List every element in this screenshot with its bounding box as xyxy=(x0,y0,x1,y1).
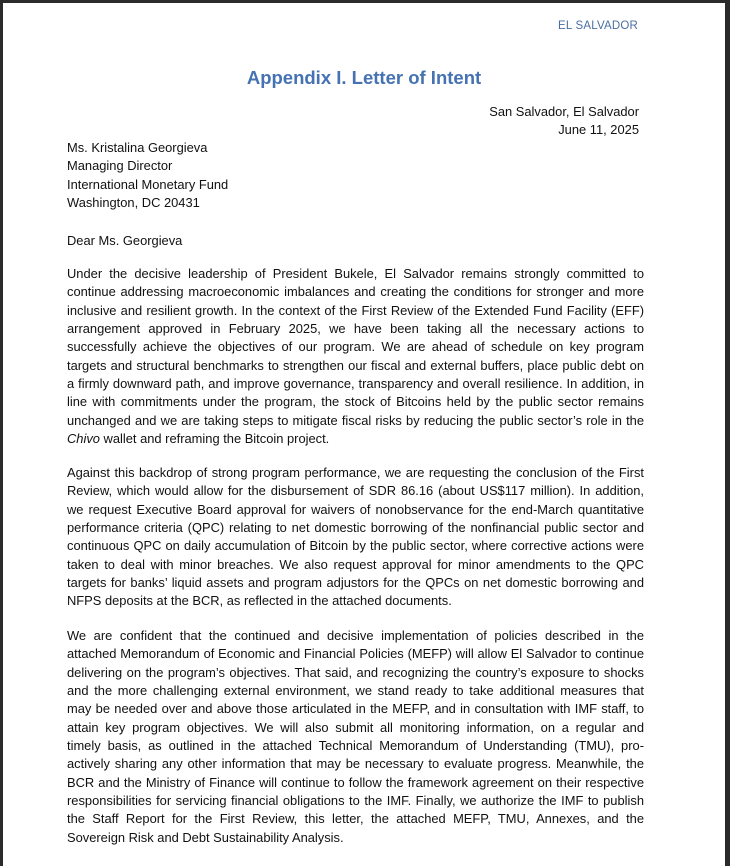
paragraph-line: attain key program objectives. We will also submit all monitoring information, on a regular and xyxy=(67,719,644,735)
paragraph-1 xyxy=(67,265,644,448)
paragraph-line: NFPS deposits at the BCR, as reflected in the attached documents. xyxy=(67,593,452,609)
paragraph-line: taken to deal with minor breaches. We also request approval for minor amendments to the QPC xyxy=(67,556,644,572)
paragraph-line: performance criteria (QPC) relating to net domestic borrowing of the nonfinancial public sector and xyxy=(67,520,644,536)
paragraph-line: Against this backdrop of strong program performance, we are requesting the conclusion of the First xyxy=(67,465,644,480)
paragraph-line: targets for banks’ liquid assets and program adjustors for the QPCs on net domestic borrowing and xyxy=(67,575,644,591)
paragraph-line: We are confident that the continued and decisive implementation of policies described in the xyxy=(67,628,644,643)
page-title: Appendix I. Letter of Intent xyxy=(246,67,482,88)
addressee-organization: International Monetary Fund xyxy=(67,176,229,192)
paragraph-2 xyxy=(67,464,644,611)
addressee-position: Managing Director xyxy=(67,158,173,174)
paragraph-line: and the more challenging external environment, we stand ready to take additional measures that xyxy=(67,683,644,699)
paragraph-3 xyxy=(67,627,644,847)
addressee-block xyxy=(67,139,228,212)
document-page xyxy=(3,3,725,866)
addressee-name: Ms. Kristalina Georgieva xyxy=(67,140,208,155)
paragraph-line: continue addressing macroeconomic imbalances and creating the conditions for stronger and more xyxy=(67,284,644,300)
paragraph-line: successfully achieve the objectives of our program. We are ahead of schedule on key program xyxy=(67,339,644,355)
paragraph-line: the Staff Report for the First Review, this letter, the attached MEFP, TMU, Annexes, and the xyxy=(67,811,644,827)
addressee-city: Washington, DC 20431 xyxy=(67,195,200,211)
paragraph-line: continuous QPC on daily accumulation of Bitcoin by the public sector, where corrective actions were xyxy=(67,538,644,554)
paragraph-line: may be needed over and above those articulated in the MEFP, and in consultation with IMF staff, to xyxy=(67,701,644,717)
paragraph-line: inclusive and resilient growth. In the context of the First Review of the Extended Fund Facility (EFF) xyxy=(67,302,644,318)
paragraph-line: timely basis, as outlined in the attached Technical Memorandum of Understanding (TMU), pro- xyxy=(67,738,644,754)
paragraph-line: Review, which would allow for the disbursement of SDR 86.16 (about US$117 million). In addition, xyxy=(67,483,644,499)
letter-place: San Salvador, El Salvador xyxy=(489,104,639,119)
place-date-block xyxy=(489,103,639,140)
salutation: Dear Ms. Georgieva xyxy=(67,233,183,248)
paragraph-line: actively sharing any other information that may be necessary to evaluate progress. Meanwhile, the xyxy=(67,756,644,772)
paragraph-line: delivering on the program’s objectives. That said, and recognizing the country’s exposure to shocks xyxy=(67,664,644,680)
paragraph-line: responsibilities for servicing financial obligations to the IMF. Finally, we authorize the IMF to publish xyxy=(67,793,644,809)
letter-date: June 11, 2025 xyxy=(558,122,639,138)
paragraph-last-line xyxy=(67,430,644,448)
paragraph-line: Under the decisive leadership of President Bukele, El Salvador remains strongly committed to xyxy=(67,266,644,281)
paragraph-line: arrangement approved in February 2025, we have been taking all the necessary actions to xyxy=(67,321,644,337)
paragraph-line: we request Executive Board approval for waivers of nonobservance for the end-March quantitative xyxy=(67,501,644,517)
chivo-italic: Chivo xyxy=(67,431,100,447)
paragraph-line: BCR and the Ministry of Finance will continue to follow the framework agreement on their respective xyxy=(67,774,644,790)
paragraph-line: attached Memorandum of Economic and Financial Policies (MEFP) will allow El Salvador to continue xyxy=(67,646,644,662)
paragraph-last-line-rest: wallet and reframing the Bitcoin project. xyxy=(99,431,330,447)
paragraph-line: Sovereign Risk and Debt Sustainability Analysis. xyxy=(67,829,344,845)
paragraph-line: a firmly downward path, and improve governance, transparency and overall resilience. In addition, in xyxy=(67,376,644,392)
paragraph-line: targets and structural benchmarks to strengthen our fiscal and external buffers, place public debt on xyxy=(67,357,644,373)
running-header: EL SALVADOR xyxy=(558,20,638,32)
paragraph-line: line with commitments under the program, the stock of Bitcoins held by the public sector remains xyxy=(67,394,644,410)
paragraph-line: unchanged and we are taking steps to mitigate fiscal risks by reducing the public sector’s role in the xyxy=(67,412,644,428)
